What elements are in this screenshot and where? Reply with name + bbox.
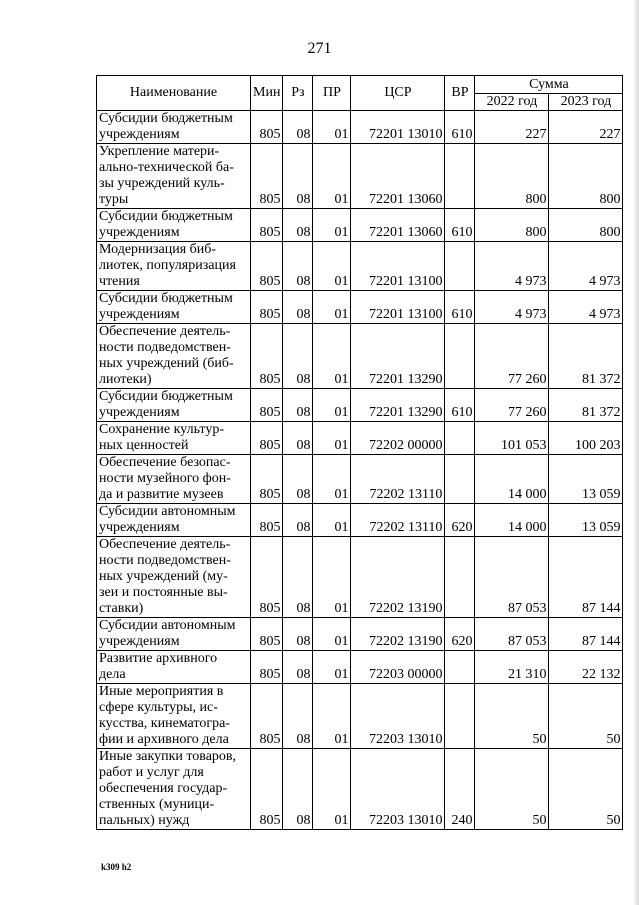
row-name-line: ных учреждений (биб- bbox=[99, 356, 234, 371]
row-name-line: туры bbox=[99, 192, 129, 207]
row-name-line: кусства, кинематогра- bbox=[99, 716, 230, 731]
row-pr: 01 bbox=[313, 618, 351, 651]
row-sum-2022: 21 310 bbox=[475, 651, 549, 684]
row-sum-2023: 50 bbox=[549, 749, 623, 830]
row-pr: 01 bbox=[313, 537, 351, 618]
row-min: 805 bbox=[251, 389, 283, 422]
row-name-line: сфере культуры, ис- bbox=[99, 700, 218, 715]
row-rz: 08 bbox=[283, 291, 313, 324]
row-min: 805 bbox=[251, 455, 283, 504]
scan-edge bbox=[633, 0, 639, 905]
row-csr: 72203 13010 bbox=[351, 684, 445, 749]
row-name-line: Субсидии автономным bbox=[99, 504, 236, 519]
table-row bbox=[97, 242, 623, 291]
row-name bbox=[97, 504, 251, 537]
row-vr bbox=[445, 455, 475, 504]
table-row bbox=[97, 324, 623, 389]
row-sum-2023: 81 372 bbox=[549, 324, 623, 389]
header-rz: Рз bbox=[283, 76, 313, 111]
row-name-line: чтения bbox=[99, 274, 140, 289]
row-pr: 01 bbox=[313, 291, 351, 324]
row-name-line: Субсидии бюджетным bbox=[99, 111, 233, 126]
row-min: 805 bbox=[251, 504, 283, 537]
row-pr: 01 bbox=[313, 504, 351, 537]
row-min: 805 bbox=[251, 422, 283, 455]
row-name bbox=[97, 111, 251, 144]
header-year-2022: 2022 год bbox=[475, 94, 549, 111]
row-name bbox=[97, 684, 251, 749]
header-pr: ПР bbox=[313, 76, 351, 111]
row-sum-2022: 4 973 bbox=[475, 291, 549, 324]
row-sum-2022: 14 000 bbox=[475, 504, 549, 537]
row-vr: 610 bbox=[445, 111, 475, 144]
row-pr: 01 bbox=[313, 209, 351, 242]
header-min: Мин bbox=[251, 76, 283, 111]
row-name-line: обеспечения государ- bbox=[99, 781, 228, 796]
table-row bbox=[97, 389, 623, 422]
row-name-line: да и развитие музеев bbox=[99, 487, 224, 502]
table-row bbox=[97, 209, 623, 242]
row-sum-2022: 87 053 bbox=[475, 618, 549, 651]
row-sum-2023: 13 059 bbox=[549, 455, 623, 504]
row-name-line: ных ценностей bbox=[99, 438, 189, 453]
row-csr: 72201 13290 bbox=[351, 324, 445, 389]
row-csr: 72201 13100 bbox=[351, 291, 445, 324]
row-min: 805 bbox=[251, 618, 283, 651]
row-csr: 72202 13110 bbox=[351, 504, 445, 537]
row-sum-2022: 50 bbox=[475, 749, 549, 830]
table-row bbox=[97, 422, 623, 455]
table-row bbox=[97, 537, 623, 618]
row-pr: 01 bbox=[313, 389, 351, 422]
row-name-line: Субсидии бюджетным bbox=[99, 291, 233, 306]
row-name bbox=[97, 144, 251, 209]
row-rz: 08 bbox=[283, 242, 313, 291]
row-vr bbox=[445, 537, 475, 618]
row-vr: 620 bbox=[445, 504, 475, 537]
row-name bbox=[97, 749, 251, 830]
row-min: 805 bbox=[251, 209, 283, 242]
row-csr: 72202 13110 bbox=[351, 455, 445, 504]
row-sum-2022: 101 053 bbox=[475, 422, 549, 455]
row-csr: 72201 13060 bbox=[351, 144, 445, 209]
table-row bbox=[97, 455, 623, 504]
row-name bbox=[97, 618, 251, 651]
row-name-line: Развитие архивного bbox=[99, 651, 218, 666]
row-name-line: ных учреждений (му- bbox=[99, 569, 228, 584]
row-rz: 08 bbox=[283, 455, 313, 504]
row-name bbox=[97, 651, 251, 684]
row-min: 805 bbox=[251, 242, 283, 291]
row-csr: 72203 00000 bbox=[351, 651, 445, 684]
header-sum: Сумма bbox=[475, 76, 623, 94]
row-name-line: работ и услуг для bbox=[99, 765, 204, 780]
row-min: 805 bbox=[251, 144, 283, 209]
row-sum-2022: 4 973 bbox=[475, 242, 549, 291]
row-name bbox=[97, 209, 251, 242]
row-pr: 01 bbox=[313, 111, 351, 144]
row-vr bbox=[445, 144, 475, 209]
row-sum-2023: 87 144 bbox=[549, 618, 623, 651]
row-pr: 01 bbox=[313, 455, 351, 504]
row-name-line: ности подведомствен- bbox=[99, 340, 231, 355]
row-name-line: фии и архивного дела bbox=[99, 732, 229, 747]
row-rz: 08 bbox=[283, 618, 313, 651]
row-name-line: ности подведомствен- bbox=[99, 553, 231, 568]
row-sum-2023: 4 973 bbox=[549, 291, 623, 324]
row-vr bbox=[445, 242, 475, 291]
row-vr bbox=[445, 651, 475, 684]
row-sum-2022: 77 260 bbox=[475, 324, 549, 389]
row-rz: 08 bbox=[283, 684, 313, 749]
row-name-line: Укрепление матери- bbox=[99, 144, 220, 159]
row-name-line: ставки) bbox=[99, 601, 144, 616]
row-name bbox=[97, 324, 251, 389]
row-name-line: ственных (муници- bbox=[99, 797, 215, 812]
row-csr: 72202 00000 bbox=[351, 422, 445, 455]
row-name-line: учреждениям bbox=[99, 307, 180, 322]
row-name-line: Иные закупки товаров, bbox=[99, 749, 237, 764]
row-rz: 08 bbox=[283, 422, 313, 455]
row-pr: 01 bbox=[313, 242, 351, 291]
row-name bbox=[97, 455, 251, 504]
row-sum-2023: 100 203 bbox=[549, 422, 623, 455]
row-vr: 610 bbox=[445, 389, 475, 422]
row-rz: 08 bbox=[283, 324, 313, 389]
row-name-line: учреждениям bbox=[99, 520, 180, 535]
row-name-line: учреждениям bbox=[99, 634, 180, 649]
row-name-line: зеи и постоянные вы- bbox=[99, 585, 228, 600]
row-vr: 610 bbox=[445, 291, 475, 324]
row-min: 805 bbox=[251, 291, 283, 324]
row-sum-2023: 22 132 bbox=[549, 651, 623, 684]
row-sum-2023: 800 bbox=[549, 209, 623, 242]
row-rz: 08 bbox=[283, 537, 313, 618]
row-sum-2023: 800 bbox=[549, 144, 623, 209]
row-min: 805 bbox=[251, 651, 283, 684]
row-min: 805 bbox=[251, 537, 283, 618]
row-rz: 08 bbox=[283, 111, 313, 144]
row-name-line: Субсидии автономным bbox=[99, 618, 236, 633]
header-year-2023: 2023 год bbox=[549, 94, 623, 111]
row-name-line: учреждениям bbox=[99, 405, 180, 420]
row-csr: 72202 13190 bbox=[351, 618, 445, 651]
table-row bbox=[97, 504, 623, 537]
row-name-line: Обеспечение безопас- bbox=[99, 455, 231, 470]
row-pr: 01 bbox=[313, 749, 351, 830]
header-vr: ВР bbox=[445, 76, 475, 111]
row-name-line: Обеспечение деятель- bbox=[99, 537, 231, 552]
row-vr bbox=[445, 684, 475, 749]
table-row bbox=[97, 618, 623, 651]
row-pr: 01 bbox=[313, 422, 351, 455]
table-body bbox=[97, 111, 623, 830]
row-sum-2022: 87 053 bbox=[475, 537, 549, 618]
row-rz: 08 bbox=[283, 144, 313, 209]
row-min: 805 bbox=[251, 324, 283, 389]
table-row bbox=[97, 144, 623, 209]
row-min: 805 bbox=[251, 111, 283, 144]
row-name-line: Субсидии бюджетным bbox=[99, 209, 233, 224]
row-name-line: Сохранение культур- bbox=[99, 422, 225, 437]
row-rz: 08 bbox=[283, 749, 313, 830]
row-name-line: Иные мероприятия в bbox=[99, 684, 224, 699]
row-csr: 72201 13290 bbox=[351, 389, 445, 422]
row-rz: 08 bbox=[283, 504, 313, 537]
row-name-line: дела bbox=[99, 667, 126, 682]
row-csr: 72202 13190 bbox=[351, 537, 445, 618]
row-sum-2023: 227 bbox=[549, 111, 623, 144]
row-name-line: учреждениям bbox=[99, 225, 180, 240]
row-vr bbox=[445, 422, 475, 455]
row-name-line: ности музейного фон- bbox=[99, 471, 231, 486]
row-name-line: Модернизация биб- bbox=[99, 242, 217, 257]
row-name-line: пальных) нужд bbox=[99, 813, 190, 828]
row-pr: 01 bbox=[313, 651, 351, 684]
row-name-line: лиотеки) bbox=[99, 372, 152, 387]
row-rz: 08 bbox=[283, 651, 313, 684]
table-row bbox=[97, 749, 623, 830]
row-csr: 72201 13100 bbox=[351, 242, 445, 291]
row-pr: 01 bbox=[313, 324, 351, 389]
row-csr: 72203 13010 bbox=[351, 749, 445, 830]
row-vr bbox=[445, 324, 475, 389]
row-sum-2023: 81 372 bbox=[549, 389, 623, 422]
row-name-line: ально-технической ба- bbox=[99, 160, 234, 175]
row-sum-2022: 800 bbox=[475, 144, 549, 209]
row-name bbox=[97, 389, 251, 422]
table-row bbox=[97, 291, 623, 324]
row-sum-2022: 50 bbox=[475, 684, 549, 749]
row-pr: 01 bbox=[313, 144, 351, 209]
row-name bbox=[97, 422, 251, 455]
row-name-line: Обеспечение деятель- bbox=[99, 324, 231, 339]
row-csr: 72201 13060 bbox=[351, 209, 445, 242]
row-csr: 72201 13010 bbox=[351, 111, 445, 144]
page-number: 271 bbox=[307, 40, 332, 57]
row-sum-2023: 87 144 bbox=[549, 537, 623, 618]
row-name bbox=[97, 242, 251, 291]
row-sum-2022: 77 260 bbox=[475, 389, 549, 422]
row-sum-2023: 13 059 bbox=[549, 504, 623, 537]
row-name-line: зы учреждений куль- bbox=[99, 176, 225, 191]
row-vr: 620 bbox=[445, 618, 475, 651]
table-row bbox=[97, 111, 623, 144]
row-vr: 240 bbox=[445, 749, 475, 830]
row-pr: 01 bbox=[313, 684, 351, 749]
header-name: Наименование bbox=[97, 76, 251, 111]
row-name-line: учреждениям bbox=[99, 127, 180, 142]
row-rz: 08 bbox=[283, 209, 313, 242]
row-name bbox=[97, 537, 251, 618]
footer-code: k309 h2 bbox=[101, 862, 132, 872]
row-vr: 610 bbox=[445, 209, 475, 242]
row-sum-2022: 14 000 bbox=[475, 455, 549, 504]
row-min: 805 bbox=[251, 749, 283, 830]
row-sum-2023: 50 bbox=[549, 684, 623, 749]
row-sum-2022: 227 bbox=[475, 111, 549, 144]
row-min: 805 bbox=[251, 684, 283, 749]
table-row bbox=[97, 651, 623, 684]
budget-table bbox=[96, 75, 623, 830]
row-sum-2023: 4 973 bbox=[549, 242, 623, 291]
header-csr: ЦСР bbox=[351, 76, 445, 111]
row-name-line: лиотек, популяризация bbox=[99, 258, 236, 273]
row-sum-2022: 800 bbox=[475, 209, 549, 242]
row-name bbox=[97, 291, 251, 324]
row-rz: 08 bbox=[283, 389, 313, 422]
table-row bbox=[97, 684, 623, 749]
row-name-line: Субсидии бюджетным bbox=[99, 389, 233, 404]
